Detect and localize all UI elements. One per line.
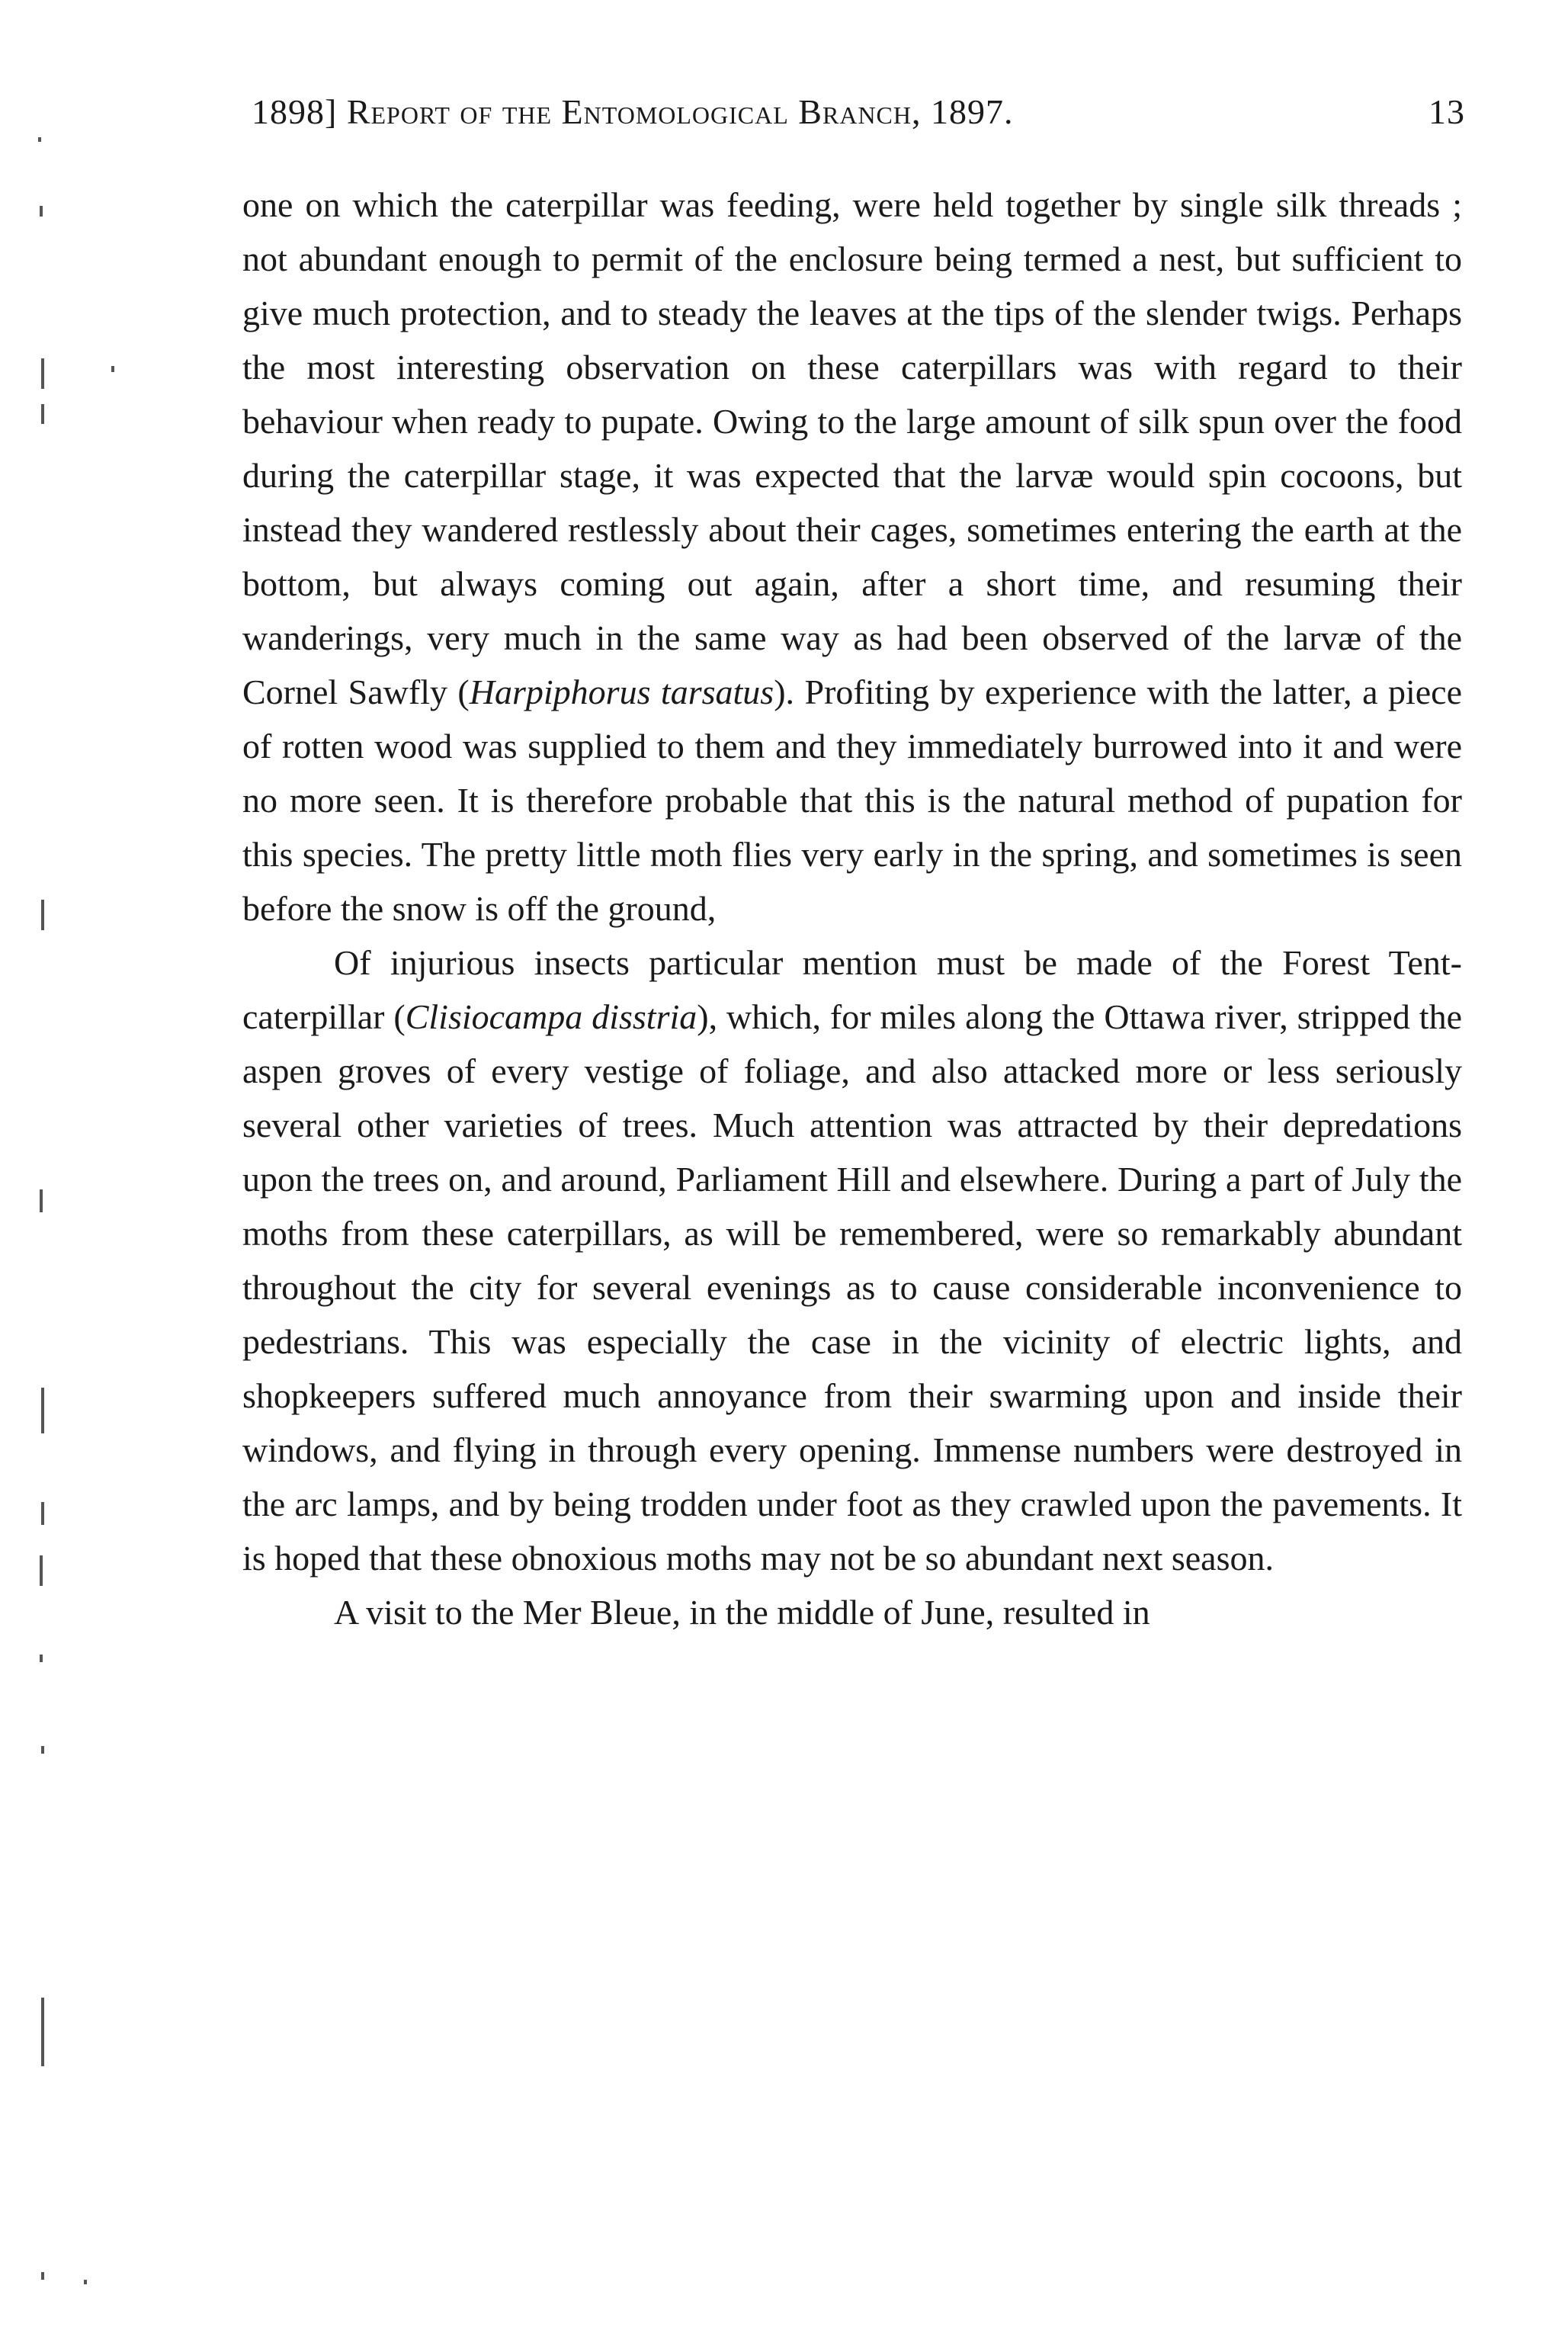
paragraph xyxy=(242,1585,1462,1639)
paragraph xyxy=(242,936,1462,1585)
paragraph-text: Of injurious insects particular mention must be made of the Forest Tent-caterpillar ( xyxy=(242,943,1462,1036)
running-head-title-line xyxy=(252,85,1014,139)
species-name: Clisiocampa disstria xyxy=(405,997,697,1036)
running-head xyxy=(252,85,1465,139)
page-number: 13 xyxy=(1429,92,1465,131)
paragraph-text: ), which, for miles along the Ottawa river, stripped the aspen groves of every vestige of foliage, and also attacked more or less seriously several other varieties of trees. Much attention was attracted by their depredations upon the trees on, and around, Parliament Hill and elsewhere. During a part of July the moths from these caterpillars, as will be remembered, were so remarkably abundant throughout the city for several evenings as to cause considerable inconvenience to pedestrians. This was especially the case in the vicinity of electric lights, and shopkeepers suffered much annoyance from their swarming upon and inside their windows, and flying in through every opening. Immense numbers were destroyed in the arc lamps, and by being trodden under foot as they crawled upon the pavements. It is hoped that these obnoxious moths may not be so abundant next season. xyxy=(242,997,1462,1578)
running-head-title: Report of the Entomological Branch, 1897. xyxy=(346,92,1014,131)
paragraph-text: one on which the caterpillar was feeding, were held together by single silk threads ; not abundant enough to permit of the enclosure being termed a nest, but sufficient to give much protection, and to steady the leaves at the tips of the slender twigs. Perhaps the most interesting observation on these caterpillars was with regard to their behaviour when ready to pupate. Owing to the large amount of silk spun over the food during the caterpillar stage, it was expected that the larvæ would spin cocoons, but instead they wandered restlessly about their cages, sometimes entering the earth at the bottom, but always coming out again, after a short time, and resuming their wanderings, very much in the same way as had been observed of the larvæ of the Cornel Sawfly ( xyxy=(242,185,1462,711)
body-text xyxy=(242,178,1462,1639)
paragraph-text: ). Profiting by experience with the latter, a piece of rotten wood was supplied to them and they immediately burrowed into it and were no more seen. It is therefore probable that this is the natural method of pupation for this species. The pretty little moth flies very early in the spring, and sometimes is seen before the snow is off the ground, xyxy=(242,672,1463,928)
running-head-year: 1898] xyxy=(252,92,338,131)
species-name: Harpiphorus tarsatus xyxy=(469,672,774,711)
scan-margin-artifacts xyxy=(38,137,130,2196)
paragraph-text: A visit to the Mer Bleue, in the middle of June, resulted in xyxy=(334,1593,1150,1632)
paragraph xyxy=(242,178,1462,936)
